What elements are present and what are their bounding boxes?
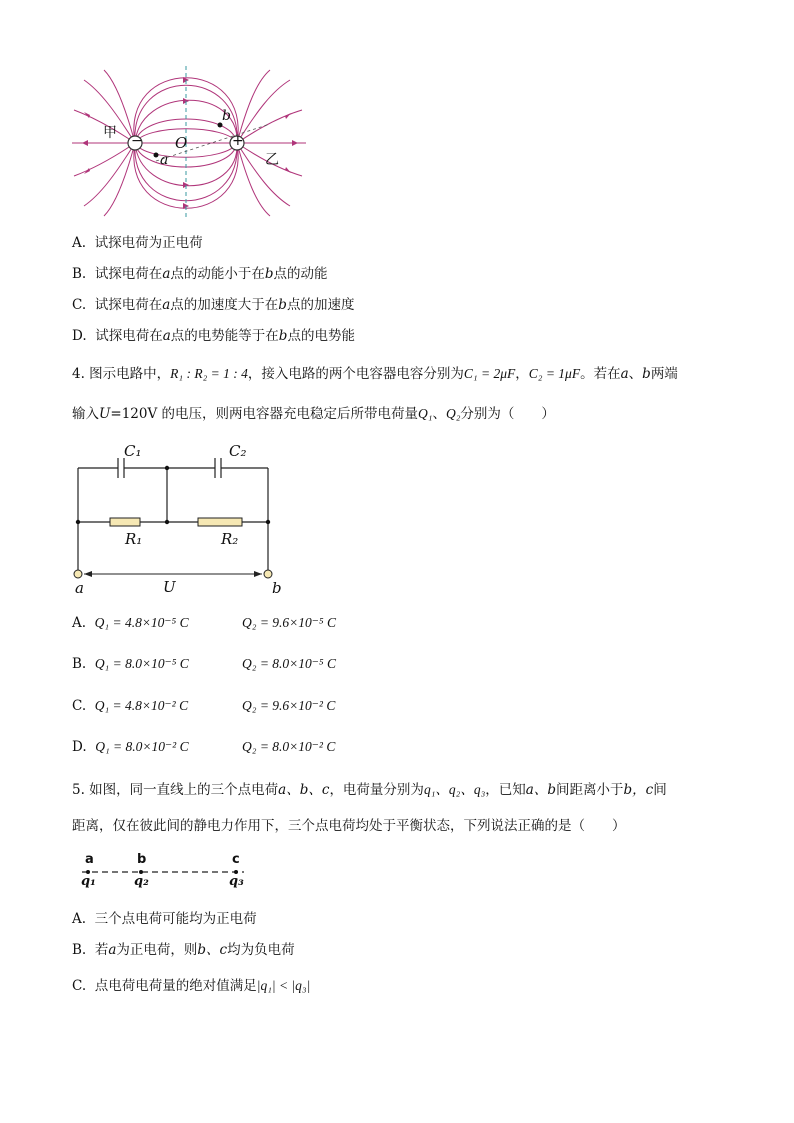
q4-option-a: A. Q₁ = 4.8×10⁻⁵ C	[72, 615, 189, 631]
charge-a-label: a	[85, 852, 94, 867]
q5-stem-line1: 5. 如图，同一直线上的三个点电荷a、b、c，电荷量分别为q₁、q₂、q₃，已知a、b间距离小于b，c间	[72, 782, 667, 798]
neg-charge-sign: −	[131, 133, 143, 149]
label-C2: C₂	[229, 442, 247, 460]
label-terminal-b: b	[272, 579, 282, 597]
label-b: b	[222, 108, 231, 124]
q3-option-b: B. 试探电荷在a点的动能小于在b点的动能	[72, 266, 328, 282]
charge-q2-label: q₂	[134, 874, 149, 889]
charge-q3-label: q₃	[229, 874, 244, 889]
q3-option-d: D. 试探电荷在a点的电势能等于在b点的电势能	[72, 328, 355, 344]
q5-option-a: A. 三个点电荷可能均为正电荷	[72, 911, 257, 927]
q4-option-b: B. Q₁ = 8.0×10⁻⁵ C	[72, 656, 189, 672]
q5-stem-line2: 距离，仅在彼此间的静电力作用下，三个点电荷均处于平衡状态，下列说法正确的是（ ）	[72, 818, 626, 834]
label-a: a	[160, 152, 169, 168]
q4-option-d: D. Q₁ = 8.0×10⁻² C	[72, 739, 189, 755]
label-U: U	[163, 578, 176, 596]
q4-option-d-q2: Q₂ = 8.0×10⁻² C	[242, 739, 336, 754]
charge-b-label: b	[137, 852, 147, 867]
label-terminal-a: a	[75, 579, 84, 597]
q4-option-c-q2: Q₂ = 9.6×10⁻² C	[242, 698, 336, 713]
q5-option-b: B. 若a为正电荷，则b、c均为负电荷	[72, 942, 295, 958]
circuit-diagram	[70, 440, 290, 600]
charge-c-label: c	[232, 852, 240, 867]
pos-charge-sign: +	[232, 133, 244, 149]
q3-option-a: A. 试探电荷为正电荷	[72, 235, 203, 251]
label-R2: R₂	[221, 530, 239, 548]
q4-stem-line1: 4. 图示电路中，R₁ : R₂ = 1 : 4，接入电路的两个电容器电容分别为C₁ = 2μF，C₂ = 1μF。若在a、b两端	[72, 366, 678, 382]
q4-option-c: C. Q₁ = 4.8×10⁻² C	[72, 698, 189, 714]
q5-option-c: C. 点电荷电荷量的绝对值满足|q₁| < |q₃|	[72, 978, 311, 994]
q4-option-a-q2: Q₂ = 9.6×10⁻⁵ C	[242, 615, 336, 630]
q3-option-c: C. 试探电荷在a点的加速度大于在b点的加速度	[72, 297, 355, 313]
label-yi: 乙	[265, 152, 279, 168]
label-O: O	[175, 134, 188, 152]
q4-option-b-q2: Q₂ = 8.0×10⁻⁵ C	[242, 656, 336, 671]
label-jia: 甲	[103, 125, 117, 141]
electric-field-figure	[70, 66, 310, 220]
charge-q1-label: q₁	[81, 874, 96, 889]
q4-stem-line2: 输入U=120V 的电压，则两电容器充电稳定后所带电荷量Q₁、Q₂分别为（ ）	[72, 406, 555, 422]
label-C1: C₁	[124, 442, 142, 460]
label-R1: R₁	[125, 530, 143, 548]
